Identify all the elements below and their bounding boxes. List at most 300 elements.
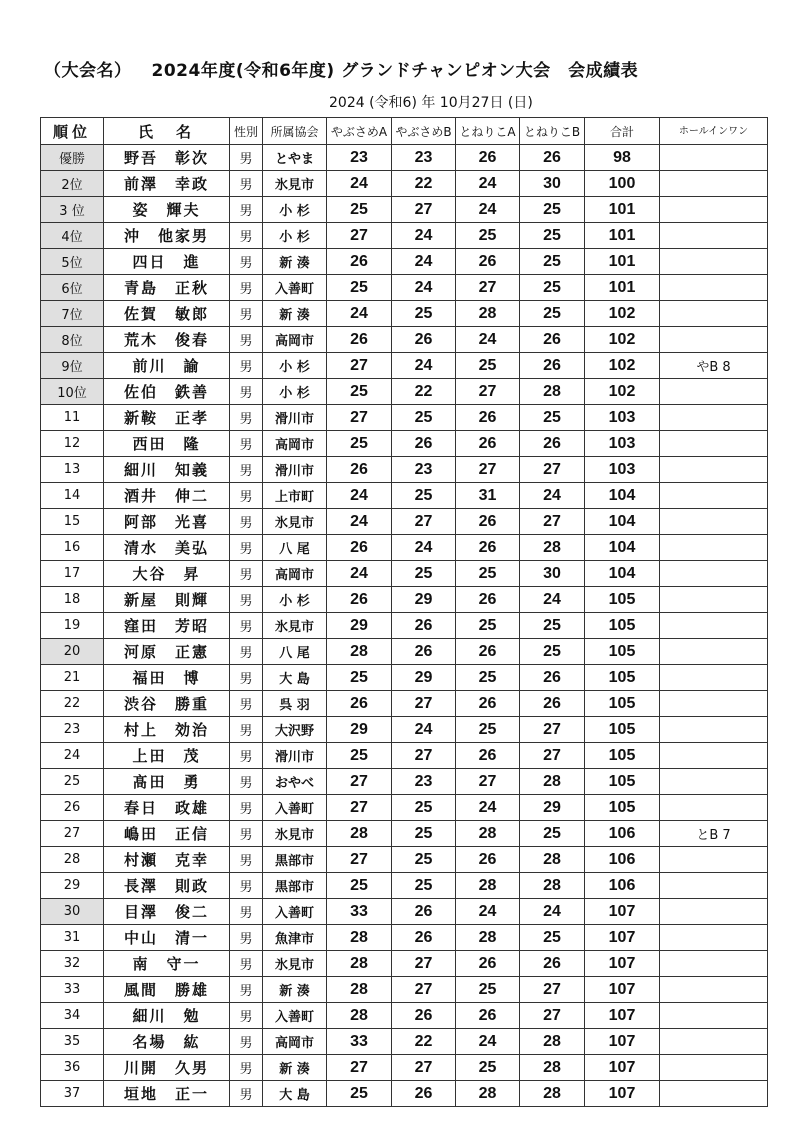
table-row [41,483,768,509]
table-row [41,197,768,223]
total-score: 107 [585,977,660,1003]
rank-cell: 36 [41,1055,104,1081]
name-cell: 佐伯 鉄善 [104,379,230,405]
toneriko-a-score: 27 [456,457,520,483]
gender-cell: 男 [230,197,263,223]
rank-cell: 7位 [41,301,104,327]
gender-cell: 男 [230,457,263,483]
toneriko-a-score: 26 [456,249,520,275]
toneriko-b-score: 27 [520,977,585,1003]
rank-cell: 30 [41,899,104,925]
total-score: 107 [585,1055,660,1081]
total-score: 98 [585,145,660,171]
table-row [41,379,768,405]
results-table [40,117,768,1107]
table-row [41,535,768,561]
name-cell: 野吾 彰次 [104,145,230,171]
yabusame-a-score: 25 [327,379,392,405]
hole-in-one-cell [660,327,768,353]
gender-cell: 男 [230,379,263,405]
yabusame-a-score: 25 [327,1081,392,1107]
event-label: （大会名） [44,61,132,81]
toneriko-a-score: 26 [456,847,520,873]
rank-cell: 6位 [41,275,104,301]
association-cell: 大 島 [263,1081,327,1107]
gender-cell: 男 [230,977,263,1003]
hole-in-one-cell [660,145,768,171]
association-cell: 八 尾 [263,639,327,665]
yabusame-b-score: 26 [392,1003,456,1029]
gender-cell: 男 [230,353,263,379]
hole-in-one-cell [660,483,768,509]
total-score: 101 [585,223,660,249]
total-score: 103 [585,431,660,457]
toneriko-a-score: 26 [456,405,520,431]
yabusame-b-score: 24 [392,353,456,379]
gender-cell: 男 [230,275,263,301]
yabusame-b-score: 29 [392,587,456,613]
col-header-rank: 順位 [41,118,104,145]
table-row [41,847,768,873]
col-header-association: 所属協会 [263,118,327,145]
gender-cell: 男 [230,1055,263,1081]
toneriko-b-score: 29 [520,795,585,821]
association-cell: 新 湊 [263,977,327,1003]
association-cell: 氷見市 [263,171,327,197]
hole-in-one-cell [660,613,768,639]
total-score: 106 [585,873,660,899]
yabusame-b-score: 29 [392,665,456,691]
table-row [41,639,768,665]
yabusame-a-score: 25 [327,743,392,769]
hole-in-one-cell [660,1029,768,1055]
yabusame-b-score: 24 [392,535,456,561]
yabusame-a-score: 27 [327,769,392,795]
table-row [41,431,768,457]
total-score: 105 [585,717,660,743]
toneriko-a-score: 25 [456,717,520,743]
gender-cell: 男 [230,431,263,457]
rank-cell: 2位 [41,171,104,197]
toneriko-a-score: 27 [456,379,520,405]
toneriko-b-score: 28 [520,847,585,873]
hole-in-one-cell [660,925,768,951]
hole-in-one-cell [660,1003,768,1029]
total-score: 101 [585,197,660,223]
rank-cell: 14 [41,483,104,509]
table-row [41,145,768,171]
yabusame-b-score: 24 [392,249,456,275]
toneriko-a-score: 25 [456,353,520,379]
toneriko-b-score: 25 [520,613,585,639]
name-cell: 細川 知義 [104,457,230,483]
hole-in-one-cell [660,1081,768,1107]
toneriko-a-score: 26 [456,743,520,769]
yabusame-a-score: 28 [327,639,392,665]
rank-cell: 11 [41,405,104,431]
association-cell: 新 湊 [263,1055,327,1081]
name-cell: 阿部 光喜 [104,509,230,535]
col-header-name: 氏 名 [104,118,230,145]
name-cell: 嶋田 正信 [104,821,230,847]
hole-in-one-cell [660,379,768,405]
rank-cell: 17 [41,561,104,587]
toneriko-b-score: 26 [520,691,585,717]
toneriko-a-score: 25 [456,613,520,639]
header-row [41,118,768,145]
toneriko-a-score: 24 [456,327,520,353]
total-score: 105 [585,587,660,613]
gender-cell: 男 [230,717,263,743]
table-row [41,769,768,795]
association-cell: 滑川市 [263,457,327,483]
yabusame-b-score: 25 [392,873,456,899]
yabusame-b-score: 26 [392,899,456,925]
yabusame-a-score: 25 [327,665,392,691]
yabusame-b-score: 22 [392,1029,456,1055]
association-cell: 入善町 [263,899,327,925]
hole-in-one-cell [660,665,768,691]
toneriko-b-score: 25 [520,301,585,327]
total-score: 104 [585,509,660,535]
toneriko-a-score: 26 [456,431,520,457]
rank-cell: 27 [41,821,104,847]
rank-cell: 29 [41,873,104,899]
table-row [41,665,768,691]
yabusame-b-score: 27 [392,977,456,1003]
yabusame-a-score: 25 [327,197,392,223]
yabusame-a-score: 28 [327,1003,392,1029]
table-row [41,353,768,379]
total-score: 105 [585,743,660,769]
toneriko-b-score: 26 [520,353,585,379]
toneriko-b-score: 27 [520,717,585,743]
rank-cell: 23 [41,717,104,743]
name-cell: 西田 隆 [104,431,230,457]
toneriko-a-score: 26 [456,145,520,171]
hole-in-one-cell: やB 8 [660,353,768,379]
table-row [41,821,768,847]
association-cell: 大 島 [263,665,327,691]
gender-cell: 男 [230,483,263,509]
hole-in-one-cell [660,795,768,821]
association-cell: 滑川市 [263,405,327,431]
toneriko-b-score: 26 [520,665,585,691]
name-cell: 窪田 芳昭 [104,613,230,639]
rank-cell: 5位 [41,249,104,275]
toneriko-b-score: 24 [520,587,585,613]
yabusame-a-score: 27 [327,847,392,873]
gender-cell: 男 [230,301,263,327]
total-score: 102 [585,353,660,379]
toneriko-b-score: 25 [520,223,585,249]
rank-cell: 20 [41,639,104,665]
gender-cell: 男 [230,613,263,639]
yabusame-b-score: 25 [392,405,456,431]
table-row [41,327,768,353]
total-score: 104 [585,561,660,587]
rank-cell: 28 [41,847,104,873]
yabusame-a-score: 27 [327,1055,392,1081]
toneriko-b-score: 30 [520,171,585,197]
toneriko-b-score: 26 [520,327,585,353]
gender-cell: 男 [230,743,263,769]
name-cell: 渋谷 勝重 [104,691,230,717]
association-cell: 高岡市 [263,1029,327,1055]
toneriko-b-score: 25 [520,405,585,431]
gender-cell: 男 [230,795,263,821]
table-row [41,561,768,587]
yabusame-a-score: 28 [327,821,392,847]
toneriko-b-score: 26 [520,951,585,977]
toneriko-b-score: 26 [520,431,585,457]
gender-cell: 男 [230,171,263,197]
gender-cell: 男 [230,925,263,951]
rank-cell: 8位 [41,327,104,353]
toneriko-a-score: 27 [456,769,520,795]
name-cell: 佐賀 敏郎 [104,301,230,327]
table-row [41,743,768,769]
yabusame-a-score: 27 [327,405,392,431]
table-row [41,1029,768,1055]
association-cell: 氷見市 [263,821,327,847]
hole-in-one-cell [660,223,768,249]
association-cell: 氷見市 [263,951,327,977]
gender-cell: 男 [230,769,263,795]
yabusame-b-score: 25 [392,847,456,873]
association-cell: 上市町 [263,483,327,509]
yabusame-b-score: 26 [392,327,456,353]
yabusame-a-score: 24 [327,561,392,587]
name-cell: 風間 勝雄 [104,977,230,1003]
yabusame-b-score: 25 [392,561,456,587]
yabusame-a-score: 23 [327,145,392,171]
hole-in-one-cell [660,717,768,743]
table-row [41,275,768,301]
yabusame-a-score: 33 [327,1029,392,1055]
toneriko-b-score: 27 [520,509,585,535]
toneriko-a-score: 26 [456,639,520,665]
gender-cell: 男 [230,1081,263,1107]
yabusame-a-score: 26 [327,327,392,353]
toneriko-a-score: 24 [456,1029,520,1055]
toneriko-b-score: 25 [520,639,585,665]
col-header-yabusame-a: やぶさめA [327,118,392,145]
name-cell: 春日 政雄 [104,795,230,821]
gender-cell: 男 [230,639,263,665]
name-cell: 村瀬 克幸 [104,847,230,873]
association-cell: 黒部市 [263,847,327,873]
yabusame-a-score: 28 [327,951,392,977]
yabusame-a-score: 29 [327,717,392,743]
yabusame-b-score: 27 [392,197,456,223]
table-row [41,925,768,951]
name-cell: 青島 正秋 [104,275,230,301]
rank-cell: 37 [41,1081,104,1107]
total-score: 107 [585,1029,660,1055]
rank-cell: 19 [41,613,104,639]
toneriko-a-score: 28 [456,301,520,327]
total-score: 106 [585,821,660,847]
table-row [41,509,768,535]
toneriko-b-score: 28 [520,1081,585,1107]
gender-cell: 男 [230,821,263,847]
toneriko-b-score: 25 [520,821,585,847]
yabusame-b-score: 25 [392,301,456,327]
yabusame-a-score: 26 [327,249,392,275]
hole-in-one-cell [660,561,768,587]
hole-in-one-cell [660,509,768,535]
yabusame-b-score: 26 [392,925,456,951]
toneriko-a-score: 24 [456,795,520,821]
name-cell: 荒木 俊春 [104,327,230,353]
toneriko-a-score: 26 [456,691,520,717]
yabusame-b-score: 27 [392,509,456,535]
yabusame-a-score: 26 [327,457,392,483]
gender-cell: 男 [230,327,263,353]
gender-cell: 男 [230,847,263,873]
yabusame-a-score: 24 [327,171,392,197]
association-cell: 新 湊 [263,301,327,327]
toneriko-a-score: 25 [456,977,520,1003]
yabusame-a-score: 28 [327,977,392,1003]
col-header-toneriko-b: とねりこB [520,118,585,145]
table-row [41,1003,768,1029]
hole-in-one-cell [660,535,768,561]
toneriko-b-score: 28 [520,1055,585,1081]
toneriko-a-score: 25 [456,561,520,587]
gender-cell: 男 [230,405,263,431]
gender-cell: 男 [230,587,263,613]
yabusame-b-score: 24 [392,275,456,301]
total-score: 100 [585,171,660,197]
hole-in-one-cell [660,769,768,795]
col-header-yabusame-b: やぶさめB [392,118,456,145]
total-score: 107 [585,951,660,977]
toneriko-a-score: 24 [456,171,520,197]
toneriko-a-score: 28 [456,821,520,847]
name-cell: 福田 博 [104,665,230,691]
hole-in-one-cell [660,197,768,223]
table-row [41,717,768,743]
table-row [41,1055,768,1081]
hole-in-one-cell: とB 7 [660,821,768,847]
toneriko-b-score: 28 [520,873,585,899]
total-score: 103 [585,457,660,483]
total-score: 105 [585,691,660,717]
total-score: 104 [585,535,660,561]
toneriko-b-score: 24 [520,483,585,509]
rank-cell: 32 [41,951,104,977]
hole-in-one-cell [660,587,768,613]
total-score: 101 [585,249,660,275]
total-score: 102 [585,301,660,327]
yabusame-a-score: 26 [327,587,392,613]
toneriko-b-score: 27 [520,1003,585,1029]
yabusame-a-score: 27 [327,353,392,379]
event-title: 2024年度(令和6年度) グランドチャンピオン大会 会成績表 [151,61,639,81]
table-row [41,1081,768,1107]
toneriko-a-score: 26 [456,1003,520,1029]
gender-cell: 男 [230,509,263,535]
rank-cell: 優勝 [41,145,104,171]
yabusame-a-score: 27 [327,223,392,249]
gender-cell: 男 [230,1003,263,1029]
rank-cell: 21 [41,665,104,691]
association-cell: 氷見市 [263,613,327,639]
gender-cell: 男 [230,1029,263,1055]
hole-in-one-cell [660,1055,768,1081]
yabusame-b-score: 27 [392,743,456,769]
table-row [41,873,768,899]
total-score: 105 [585,769,660,795]
hole-in-one-cell [660,457,768,483]
col-header-total: 合計 [585,118,660,145]
table-row [41,795,768,821]
association-cell: おやべ [263,769,327,795]
name-cell: 清水 美弘 [104,535,230,561]
association-cell: 魚津市 [263,925,327,951]
hole-in-one-cell [660,405,768,431]
total-score: 105 [585,639,660,665]
col-header-gender: 性別 [230,118,263,145]
rank-cell: 31 [41,925,104,951]
name-cell: 姿 輝夫 [104,197,230,223]
association-cell: 高岡市 [263,561,327,587]
toneriko-b-score: 27 [520,743,585,769]
total-score: 106 [585,847,660,873]
association-cell: 氷見市 [263,509,327,535]
toneriko-a-score: 26 [456,535,520,561]
toneriko-b-score: 28 [520,769,585,795]
rank-cell: 24 [41,743,104,769]
toneriko-a-score: 25 [456,665,520,691]
yabusame-a-score: 24 [327,483,392,509]
name-cell: 髙田 勇 [104,769,230,795]
toneriko-b-score: 30 [520,561,585,587]
toneriko-b-score: 25 [520,275,585,301]
table-row [41,951,768,977]
gender-cell: 男 [230,899,263,925]
toneriko-a-score: 25 [456,223,520,249]
yabusame-b-score: 25 [392,483,456,509]
table-row [41,223,768,249]
toneriko-b-score: 28 [520,1029,585,1055]
rank-cell: 25 [41,769,104,795]
association-cell: 高岡市 [263,431,327,457]
hole-in-one-cell [660,171,768,197]
gender-cell: 男 [230,249,263,275]
rank-cell: 4位 [41,223,104,249]
total-score: 103 [585,405,660,431]
name-cell: 南 守一 [104,951,230,977]
col-header-toneriko-a: とねりこA [456,118,520,145]
toneriko-b-score: 28 [520,379,585,405]
rank-cell: 16 [41,535,104,561]
table-row [41,457,768,483]
yabusame-a-score: 26 [327,691,392,717]
yabusame-b-score: 25 [392,795,456,821]
association-cell: 小 杉 [263,223,327,249]
yabusame-a-score: 26 [327,535,392,561]
gender-cell: 男 [230,665,263,691]
toneriko-a-score: 25 [456,1055,520,1081]
total-score: 105 [585,665,660,691]
rank-cell: 15 [41,509,104,535]
total-score: 101 [585,275,660,301]
yabusame-b-score: 24 [392,717,456,743]
association-cell: 黒部市 [263,873,327,899]
